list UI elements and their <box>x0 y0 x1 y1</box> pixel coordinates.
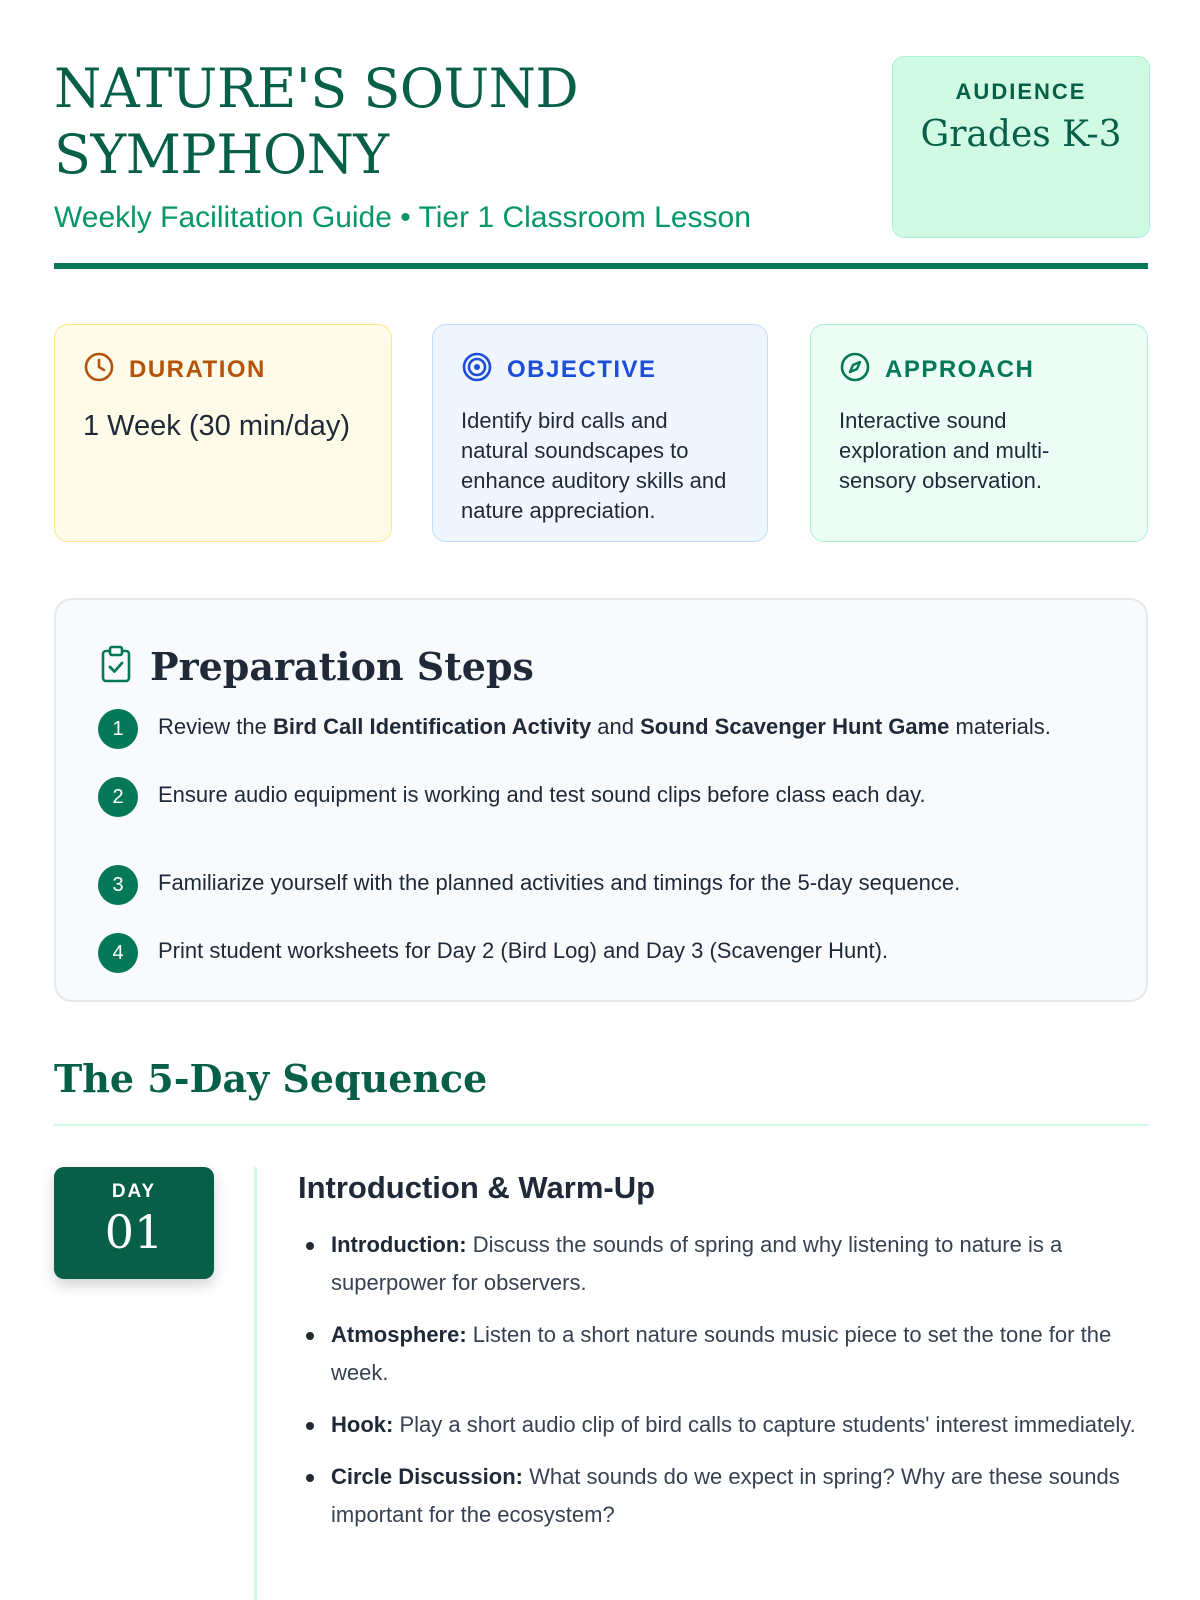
clipboard-check-icon <box>98 645 134 688</box>
objective-label: OBJECTIVE <box>507 355 657 383</box>
activity-item <box>298 1406 1138 1444</box>
page-title: NATURE'S SOUND SYMPHONY <box>54 57 579 186</box>
sequence-title: The 5-Day Sequence <box>54 1056 488 1101</box>
activity-text: What sounds do we expect in spring? Why are these sounds important for the ecosystem? <box>331 1464 1120 1527</box>
timeline-line <box>254 1167 257 1600</box>
compass-icon <box>839 351 871 388</box>
activity-term: Circle Discussion: <box>331 1464 523 1489</box>
objective-card <box>432 324 768 542</box>
activity-term: Introduction: <box>331 1232 467 1257</box>
step-number: 2 <box>98 777 138 817</box>
activity-text: Discuss the sounds of spring and why listening to nature is a superpower for observers. <box>331 1232 1063 1295</box>
activity-text: Play a short audio clip of bird calls to capture students' interest immediately. <box>393 1412 1136 1437</box>
header-divider <box>54 263 1148 269</box>
audience-value: Grades K-3 <box>920 114 1122 155</box>
step-item <box>98 777 1104 817</box>
activity-item <box>298 1458 1138 1534</box>
activity-item <box>298 1226 1138 1302</box>
activity-term: Atmosphere: <box>331 1322 467 1347</box>
page-subtitle: Weekly Facilitation Guide • Tier 1 Classroom Lesson <box>54 201 751 234</box>
audience-box <box>892 56 1150 238</box>
clock-icon <box>83 351 115 388</box>
sequence-divider <box>54 1124 1148 1126</box>
preparation-steps <box>98 709 1104 973</box>
step-item <box>98 709 1104 749</box>
step-number: 3 <box>98 865 138 905</box>
scavenger-hunt-game-name: Sound Scavenger Hunt Game <box>640 714 950 739</box>
day-number: 01 <box>104 1205 164 1259</box>
approach-card <box>810 324 1148 542</box>
target-icon <box>461 351 493 388</box>
day-title: Introduction & Warm-Up <box>298 1170 656 1205</box>
preparation-title: Preparation Steps <box>150 644 534 689</box>
step-text: Familiarize yourself with the planned activities and timings for the 5-day sequence. <box>158 870 961 895</box>
step-text: Review the Bird Call Identification Activity and Sound Scavenger Hunt Game materials. <box>158 714 1051 739</box>
duration-label: DURATION <box>129 355 266 383</box>
activity-term: Hook: <box>331 1412 394 1437</box>
step-number: 1 <box>98 709 138 749</box>
approach-label: APPROACH <box>885 355 1035 383</box>
step-text: Print student worksheets for Day 2 (Bird Log) and Day 3 (Scavenger Hunt). <box>158 938 889 963</box>
bird-call-activity-name: Bird Call Identification Activity <box>272 714 592 739</box>
approach-text: Interactive sound exploration and multi-sensory observation. <box>839 408 1050 493</box>
step-number: 4 <box>98 933 138 973</box>
step-item <box>98 865 1104 905</box>
day-content <box>298 1170 1138 1548</box>
preparation-panel <box>54 598 1148 1002</box>
step-item <box>98 933 1104 973</box>
activity-item <box>298 1316 1138 1392</box>
objective-text: Identify bird calls and natural soundscapes to enhance auditory skills and nature appreciation. <box>461 408 727 523</box>
step-text: Ensure audio equipment is working and test sound clips before class each day. <box>158 782 926 807</box>
day-label: DAY <box>111 1181 157 1202</box>
page-header <box>54 56 1148 272</box>
duration-value: 1 Week (30 min/day) <box>83 410 351 442</box>
day-activity-list <box>298 1226 1138 1534</box>
activity-text: Listen to a short nature sounds music piece to set the tone for the week. <box>331 1322 1112 1385</box>
day-badge <box>54 1167 214 1279</box>
duration-card <box>54 324 392 542</box>
audience-label: AUDIENCE <box>955 79 1087 104</box>
